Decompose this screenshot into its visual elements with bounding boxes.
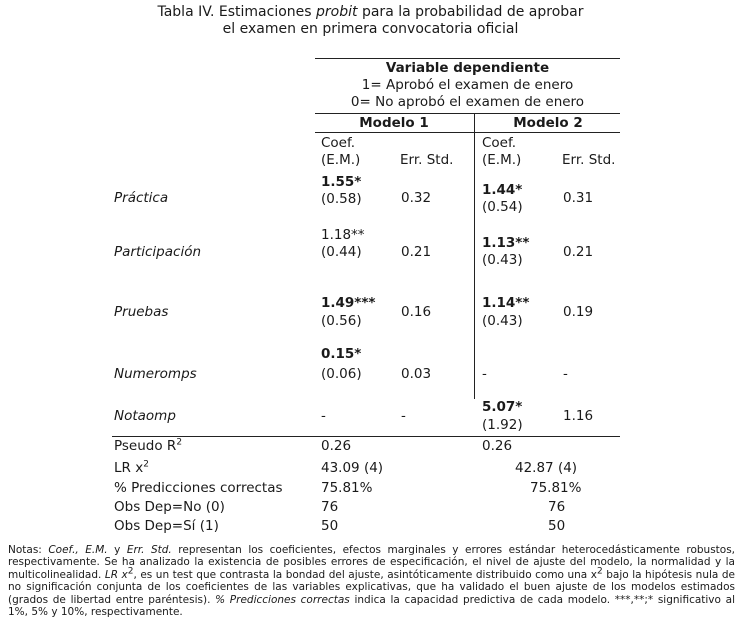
m2-em-participacion: (0.43) [482, 252, 523, 268]
row-label-pruebas: Pruebas [114, 304, 169, 320]
title-prefix: Tabla IV. Estimaciones [157, 4, 317, 20]
model-rule [315, 132, 620, 133]
dependent-line1: 1= Aprobó el examen de enero [361, 77, 574, 93]
obs0-label: Obs Dep=No (0) [114, 499, 225, 515]
notes-n7-sup: 2 [596, 566, 603, 577]
m1-coef-practica: 1.55* [321, 174, 362, 190]
m1-em-practica: (0.58) [321, 191, 362, 207]
title-suffix: para la probabilidad de aprobar [357, 4, 584, 20]
notes-n2: Coef., E.M. [48, 544, 108, 556]
m2-em-notaomp: (1.92) [482, 417, 523, 433]
coef-header-m1: Coef. [321, 135, 356, 151]
m1-coef-numeromps: 0.15* [321, 346, 362, 362]
obs1-label: Obs Dep=Sí (1) [114, 518, 219, 534]
m2-em-practica: (0.54) [482, 199, 523, 215]
pseudo-r2-label [114, 437, 182, 456]
m1-err-pruebas: 0.16 [401, 304, 432, 320]
notes-n7: , es un test que contrasta la bondad del ajuste, asintóticamente distribuido como una x [133, 568, 597, 581]
notes-n5: representan los coeficientes, efectos marginales y errores estándar heterocedásticamente robustos, respectivamente. Se ha analizado la existencia de posibles errores de especificación, el nivel de ajuste del modelo, la normalidad y la multicolinealidad. [8, 544, 736, 581]
obs0-m2: 76 [548, 499, 566, 515]
notes-n9: % Predicciones correctas [215, 593, 350, 606]
title-italic: probit [316, 4, 358, 20]
pseudo-r2-m2: 0.26 [482, 438, 513, 454]
table-title-line1 [0, 3, 741, 21]
m1-err-numeromps: 0.03 [401, 366, 432, 382]
err-header-m1: Err. Std. [400, 152, 454, 168]
table-notes [8, 544, 735, 618]
pred-m2: 75.81% [530, 480, 582, 496]
m1-err-practica: 0.32 [401, 190, 432, 206]
model1-header: Modelo 1 [359, 115, 429, 131]
dependent-header: Variable dependiente [385, 60, 550, 76]
pseudo-r2-text: Pseudo R [114, 438, 177, 454]
model2-header: Modelo 2 [513, 115, 583, 131]
m2-err-participacion: 0.21 [563, 244, 594, 260]
pred-label: % Predicciones correctas [114, 480, 283, 496]
notes-n1: Notas: [8, 544, 49, 556]
model-separator [474, 113, 475, 399]
dependent-line2: 0= No aprobó el examen de enero [350, 94, 585, 110]
m2-coef-participacion: 1.13** [482, 235, 530, 251]
err-header-m2: Err. Std. [562, 152, 616, 168]
m2-coef-practica: 1.44* [482, 182, 523, 198]
obs0-m1: 76 [321, 499, 339, 515]
m2-coef-numeromps: - [482, 366, 487, 382]
row-label-notaomp: Notaomp [114, 408, 176, 424]
m1-coef-participacion: 1.18** [321, 227, 365, 243]
m2-coef-notaomp: 5.07* [482, 399, 523, 415]
pred-m1: 75.81% [321, 480, 373, 496]
lr-m1: 43.09 (4) [321, 460, 384, 476]
m1-err-notaomp: - [401, 408, 406, 424]
em-header-m2: (E.M.) [482, 152, 522, 168]
row-label-practica: Práctica [114, 190, 169, 206]
m2-coef-pruebas: 1.14** [482, 295, 530, 311]
lr-text: LR x [114, 460, 144, 476]
notes-n3: y [107, 544, 127, 556]
m2-err-pruebas: 0.19 [563, 304, 594, 320]
coef-header-m2: Coef. [482, 135, 517, 151]
lr-sup: 2 [143, 459, 149, 470]
m2-em-pruebas: (0.43) [482, 313, 523, 329]
m1-em-numeromps: (0.06) [321, 366, 362, 382]
em-header-m1: (E.M.) [321, 152, 361, 168]
dependent-rule [315, 113, 620, 114]
notes-n6-sup: 2 [127, 566, 134, 577]
row-label-numeromps: Numeromps [114, 366, 197, 382]
row-label-participacion: Participación [114, 244, 202, 260]
m1-em-participacion: (0.44) [321, 244, 362, 260]
obs1-m1: 50 [321, 518, 339, 534]
notes-n8: bajo la hipótesis nula de no significación conjunta de los coeficientes de las variables explicativas, que ha validado el buen ajuste de los modelos estimados (grados de libertad entre paréntesis). [8, 568, 735, 606]
lr-label [114, 459, 149, 478]
m1-coef-notaomp: - [321, 408, 326, 424]
pseudo-r2-m1: 0.26 [321, 438, 352, 454]
pseudo-r2-sup: 2 [176, 437, 183, 448]
stats-rule [112, 436, 620, 437]
m2-err-notaomp: 1.16 [563, 408, 594, 424]
notes-n6: LR x [104, 568, 128, 581]
m2-err-practica: 0.31 [563, 190, 594, 206]
notes-n4: Err. Std. [126, 544, 172, 556]
m1-em-pruebas: (0.56) [321, 313, 362, 329]
table-title-line2: el examen en primera convocatoria oficial [222, 21, 519, 37]
m1-coef-pruebas: 1.49*** [321, 295, 376, 311]
m2-err-numeromps: - [563, 366, 568, 382]
m1-err-participacion: 0.21 [401, 244, 432, 260]
obs1-m2: 50 [548, 518, 566, 534]
lr-m2: 42.87 (4) [515, 460, 578, 476]
notes-n10: indica la capacidad predictiva de cada modelo. ***,**;* significativo al 1%, 5% y 10%, respectivamente. [8, 593, 735, 619]
top-rule [315, 58, 620, 59]
